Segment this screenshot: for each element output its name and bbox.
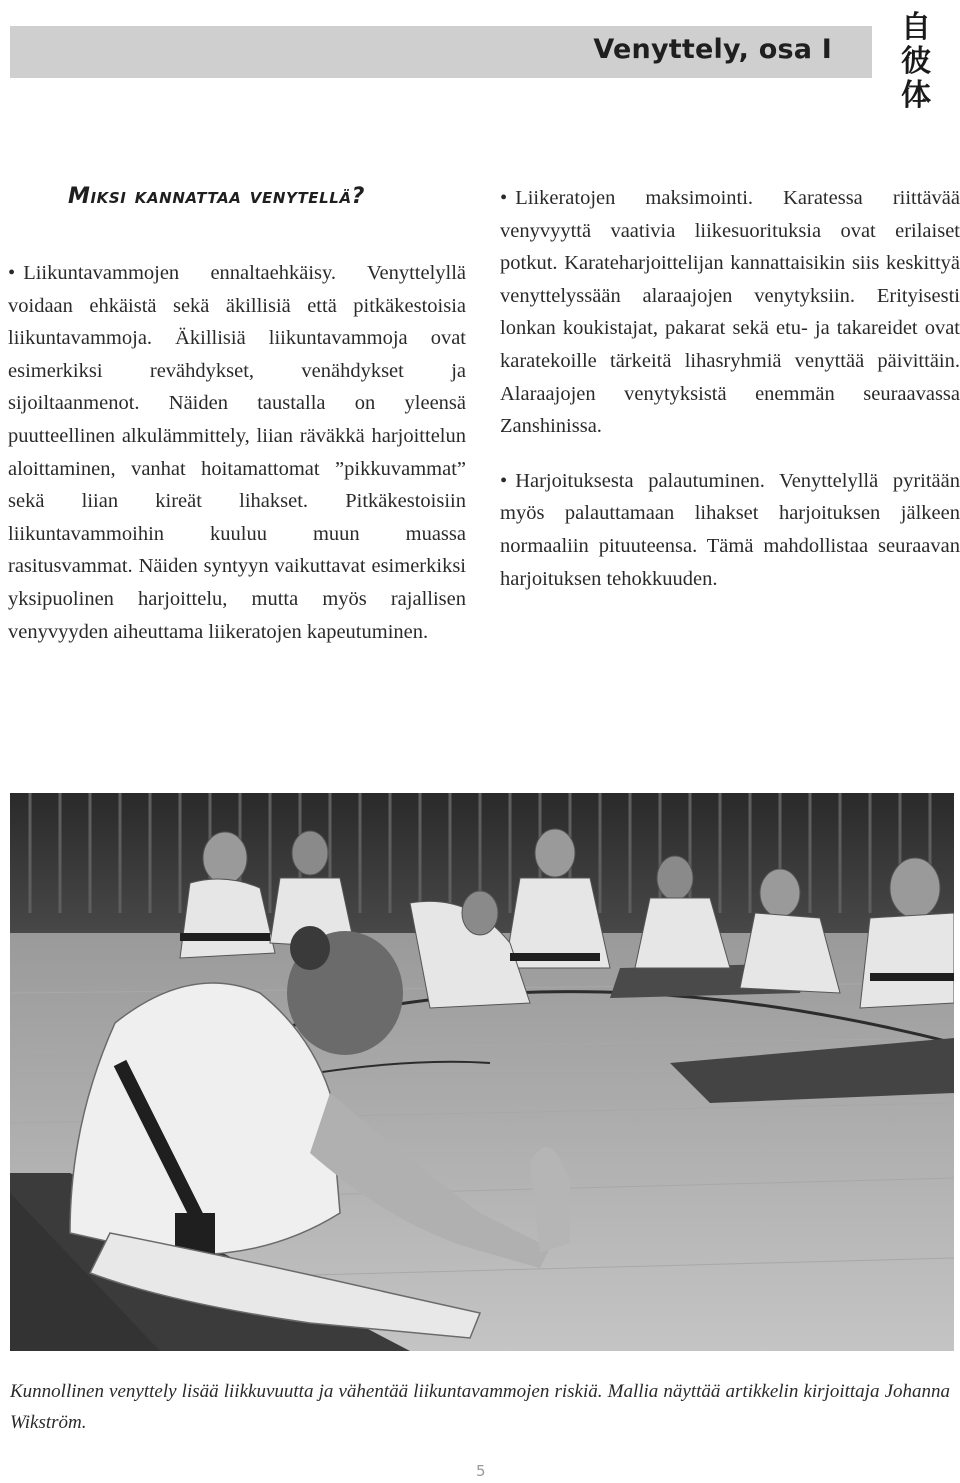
emblem-glyph: 体 bbox=[901, 78, 931, 110]
emblem-glyph: 彼 bbox=[901, 44, 931, 79]
paragraph-text: Liikeratojen maksimointi. Karatessa riittävää venyvyyttä vaativia liikesuorituksia ovat erilaiset potkut. Karateharjoittelijan kannattaisikin siis keskittyä venyttelyssään alaraajojen venytyksiin. Erityisesti lonkan koukistajat, pakarat sekä etu- ja takareidet ovat karatekoille tärkeitä lihasryhmiä venyttää päivittäin. Alaraajojen venytyksistä enemmän seuraavassa Zanshinissa. bbox=[500, 187, 960, 438]
photo-caption: Kunnollinen venyttely lisää liikkuvuutta ja vähentää liikuntavammojen riskiä. Mallia näyttää artikkelin kirjoittaja Johanna Wikström. bbox=[10, 1381, 950, 1433]
page-title: Venyttely, osa I bbox=[593, 34, 832, 65]
bullet-icon: • bbox=[500, 187, 508, 209]
bullet-icon: • bbox=[8, 262, 16, 284]
karate-stretching-photo bbox=[10, 793, 954, 1351]
paragraph-text: Harjoituksesta palautuminen. Venyttelyllä pyritään myös palauttamaan lihakset harjoituksen jälkeen normaaliin pituuteensa. Tämä mahdollistaa seuraavan harjoituksen tehokkuuden. bbox=[500, 469, 960, 590]
right-column bbox=[500, 182, 960, 595]
section-heading: Miksi kannattaa venytellä? bbox=[68, 184, 366, 209]
paragraph bbox=[500, 465, 960, 595]
paragraph bbox=[500, 182, 960, 443]
emblem-glyph: 自 bbox=[901, 10, 931, 45]
page-number: 5 bbox=[476, 1462, 486, 1480]
left-column bbox=[8, 257, 466, 648]
bullet-icon: • bbox=[500, 469, 508, 492]
paragraph bbox=[8, 257, 466, 648]
emblem-calligraphy bbox=[888, 4, 944, 110]
paragraph-text: Liikuntavammojen ennaltaehkäisy. Venyttelyllä voidaan ehkäistä sekä äkillisiä että pitkäkestoisia liikuntavammoja. Äkillisiä liikuntavammoja ovat esimerkiksi revähdykset, venähdykset ja sijoiltaanmenot. Näiden taustalla on yleensä puutteellinen alkulämmittely, liian räväkkä harjoittelun aloittaminen, vanhat hoitamattomat ”pikkuvammat” sekä liian kireät lihakset. Pitkäkestoisiin liikuntavammoihin kuuluu muun muassa rasitusvammat. Näiden syntyyn vaikuttavat esimerkiksi yksipuolinen harjoittelu, mutta myös rajallisen venyvyyden aiheuttama liikeratojen kapeutuminen. bbox=[8, 262, 466, 643]
